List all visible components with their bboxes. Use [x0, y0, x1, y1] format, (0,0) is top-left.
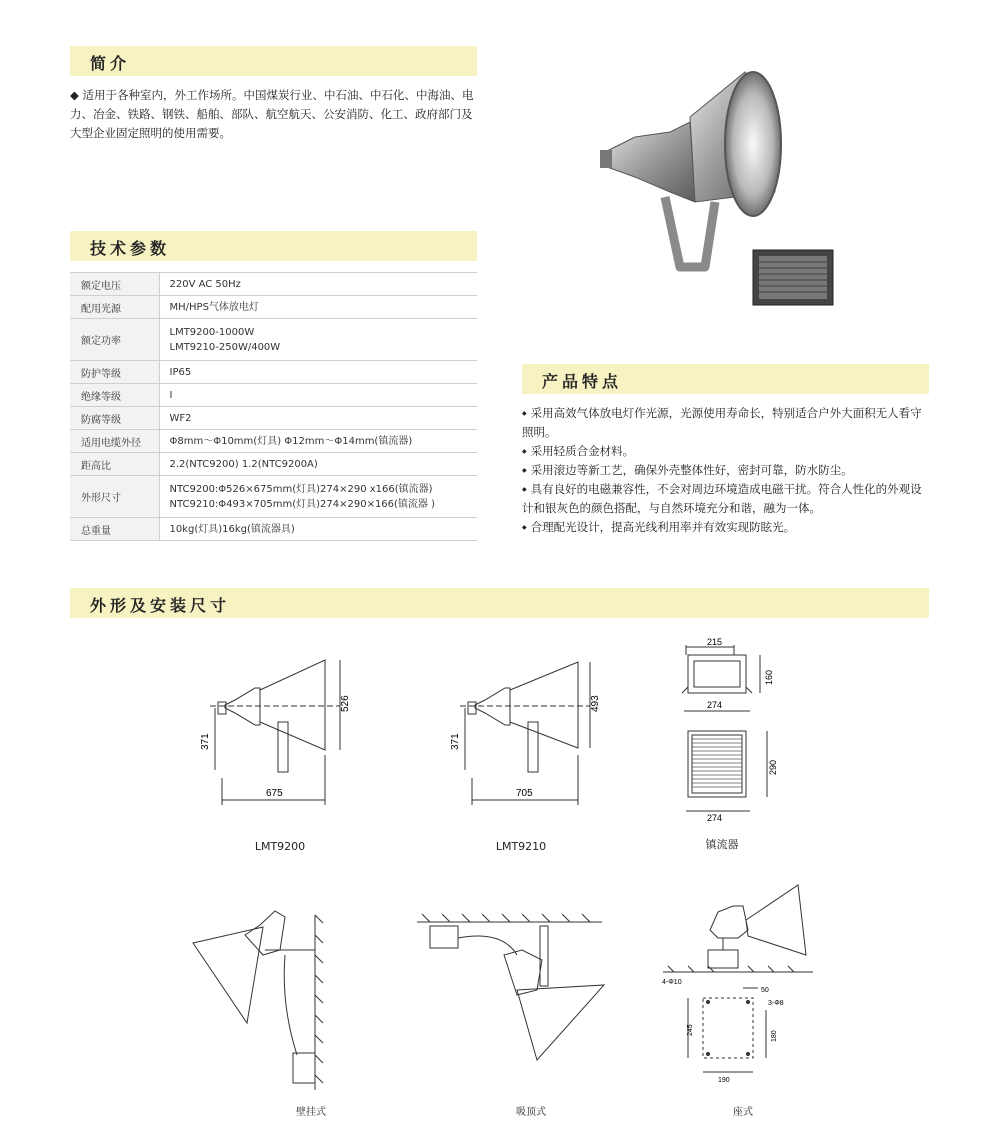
dim-bottom-width: 274: [707, 700, 723, 710]
section-title-tech: 技术参数: [90, 239, 171, 258]
dim-height: 526: [340, 695, 351, 712]
spec-value-line: 2.2(NTC9200) 1.2(NTC9200A): [169, 458, 318, 470]
dim-width: 705: [516, 788, 533, 799]
section-header-tech: [70, 231, 477, 261]
spec-value-line: 10kg(灯具)16kg(镇流器具): [169, 523, 295, 535]
dim-180: 180: [771, 1030, 778, 1042]
spec-key: 适用电缆外径: [70, 430, 159, 453]
dim-side-height: 160: [764, 669, 774, 685]
spec-value: [159, 518, 477, 541]
drawing-ceiling-mount: [412, 910, 607, 1090]
caption-wall-mount: 壁挂式: [296, 1107, 326, 1118]
spec-key: 额定功率: [70, 319, 159, 361]
dim-width: 675: [266, 788, 283, 799]
feature-item: ◆ 采用轻质合金材料。: [522, 442, 930, 461]
spec-value: [159, 453, 477, 476]
dim-height: 493: [590, 695, 601, 712]
spec-value: [159, 361, 477, 384]
section-header-dimensions: [70, 588, 929, 618]
spec-row: [70, 361, 477, 384]
section-header-intro: [70, 46, 477, 76]
spec-value-line: IP65: [169, 366, 192, 378]
dim-height2: 371: [200, 733, 211, 750]
spec-row: [70, 384, 477, 407]
spec-value: [159, 319, 477, 361]
dim-190: 190: [718, 1077, 730, 1084]
drawing-ballast: [672, 635, 792, 825]
caption-ceiling-mount: 吸顶式: [516, 1107, 546, 1118]
spec-key: 防护等级: [70, 361, 159, 384]
dim-front-width: 274: [707, 813, 723, 823]
spec-row: [70, 273, 477, 296]
spec-value: [159, 273, 477, 296]
dim-holes: 4-Φ10: [662, 979, 682, 986]
spec-value-line: 220V AC 50Hz: [169, 278, 241, 290]
spec-value: [159, 296, 477, 319]
spec-value: [159, 384, 477, 407]
spec-row: [70, 518, 477, 541]
section-title-dimensions: 外形及安装尺寸: [90, 596, 231, 615]
spec-value-line: WF2: [169, 412, 192, 424]
drawing-base-mount: [658, 880, 818, 1090]
spec-value: [159, 430, 477, 453]
spec-value-line: LMT9200-1000W: [169, 326, 255, 338]
spec-value-line: NTC9200:Φ526×675mm(灯具)274×290 x166(镇流器): [169, 483, 433, 495]
dim-height2: 371: [450, 733, 461, 750]
spec-value-line: NTC9210:Φ493×705mm(灯具)274×290×166(镇流器 ): [169, 498, 436, 510]
spec-key: 总重量: [70, 518, 159, 541]
spec-value-line: LMT9210-250W/400W: [169, 341, 281, 353]
caption-base-mount: 座式: [733, 1107, 753, 1118]
spec-row: [70, 296, 477, 319]
spec-key: 防腐等级: [70, 407, 159, 430]
dim-245: 245: [687, 1024, 694, 1036]
spec-key: 外形尺寸: [70, 476, 159, 518]
spec-value: [159, 407, 477, 430]
feature-item: ◆ 采用滚边等新工艺，确保外壳整体性好，密封可靠，防水防尘。: [522, 461, 930, 480]
drawing-wall-mount: [185, 905, 335, 1095]
section-header-features: [522, 364, 929, 394]
spec-key: 额定电压: [70, 273, 159, 296]
section-title-intro: 简介: [90, 54, 131, 73]
drawing-lmt9210: [450, 650, 610, 810]
dim-38: 3-Φ8: [768, 1000, 784, 1007]
feature-item: ◆ 具有良好的电磁兼容性，不会对周边环境造成电磁干扰。符合人性化的外观设计和银灰色的颜色搭配，与自然环境充分和谐，融为一体。: [522, 480, 930, 518]
spec-row: [70, 319, 477, 361]
intro-text: ◆ 适用于各种室内，外工作场所。中国煤炭行业、中石油、中石化、中海油、电力、冶金、铁路、钢铁、船舶、部队、航空航天、公安消防、化工、政府部门及大型企业固定照明的使用需要。: [70, 88, 474, 140]
feature-item: ◆ 采用高效气体放电灯作光源，光源使用寿命长，特别适合户外大面积无人看守照明。: [522, 404, 930, 442]
dim-front-height: 290: [768, 759, 778, 775]
spec-key: 配用光源: [70, 296, 159, 319]
caption-lmt9200: LMT9200: [254, 840, 306, 853]
spec-row: [70, 453, 477, 476]
feature-item: ◆ 合理配光设计，提高光线利用率并有效实现防眩光。: [522, 518, 930, 537]
drawing-lmt9200: [200, 650, 360, 810]
feature-list: [522, 404, 930, 537]
product-photo: [595, 62, 845, 322]
spec-row: [70, 407, 477, 430]
section-title-features: 产品特点: [542, 372, 623, 391]
spec-value-line: MH/HPS气体放电灯: [169, 301, 259, 313]
caption-lmt9210: LMT9210: [495, 840, 547, 853]
spec-row: [70, 430, 477, 453]
dim-50: 50: [761, 987, 769, 994]
spec-key: 距高比: [70, 453, 159, 476]
dim-top-width: 215: [707, 637, 723, 647]
spec-key: 绝缘等级: [70, 384, 159, 407]
spec-row: [70, 476, 477, 518]
caption-ballast: 镇流器: [705, 838, 739, 851]
spec-value: [159, 476, 477, 518]
spec-value-line: Φ8mm～Φ10mm(灯具) Φ12mm～Φ14mm(镇流器): [169, 435, 413, 447]
spec-value-line: I: [169, 389, 173, 401]
spec-table: [70, 272, 477, 541]
